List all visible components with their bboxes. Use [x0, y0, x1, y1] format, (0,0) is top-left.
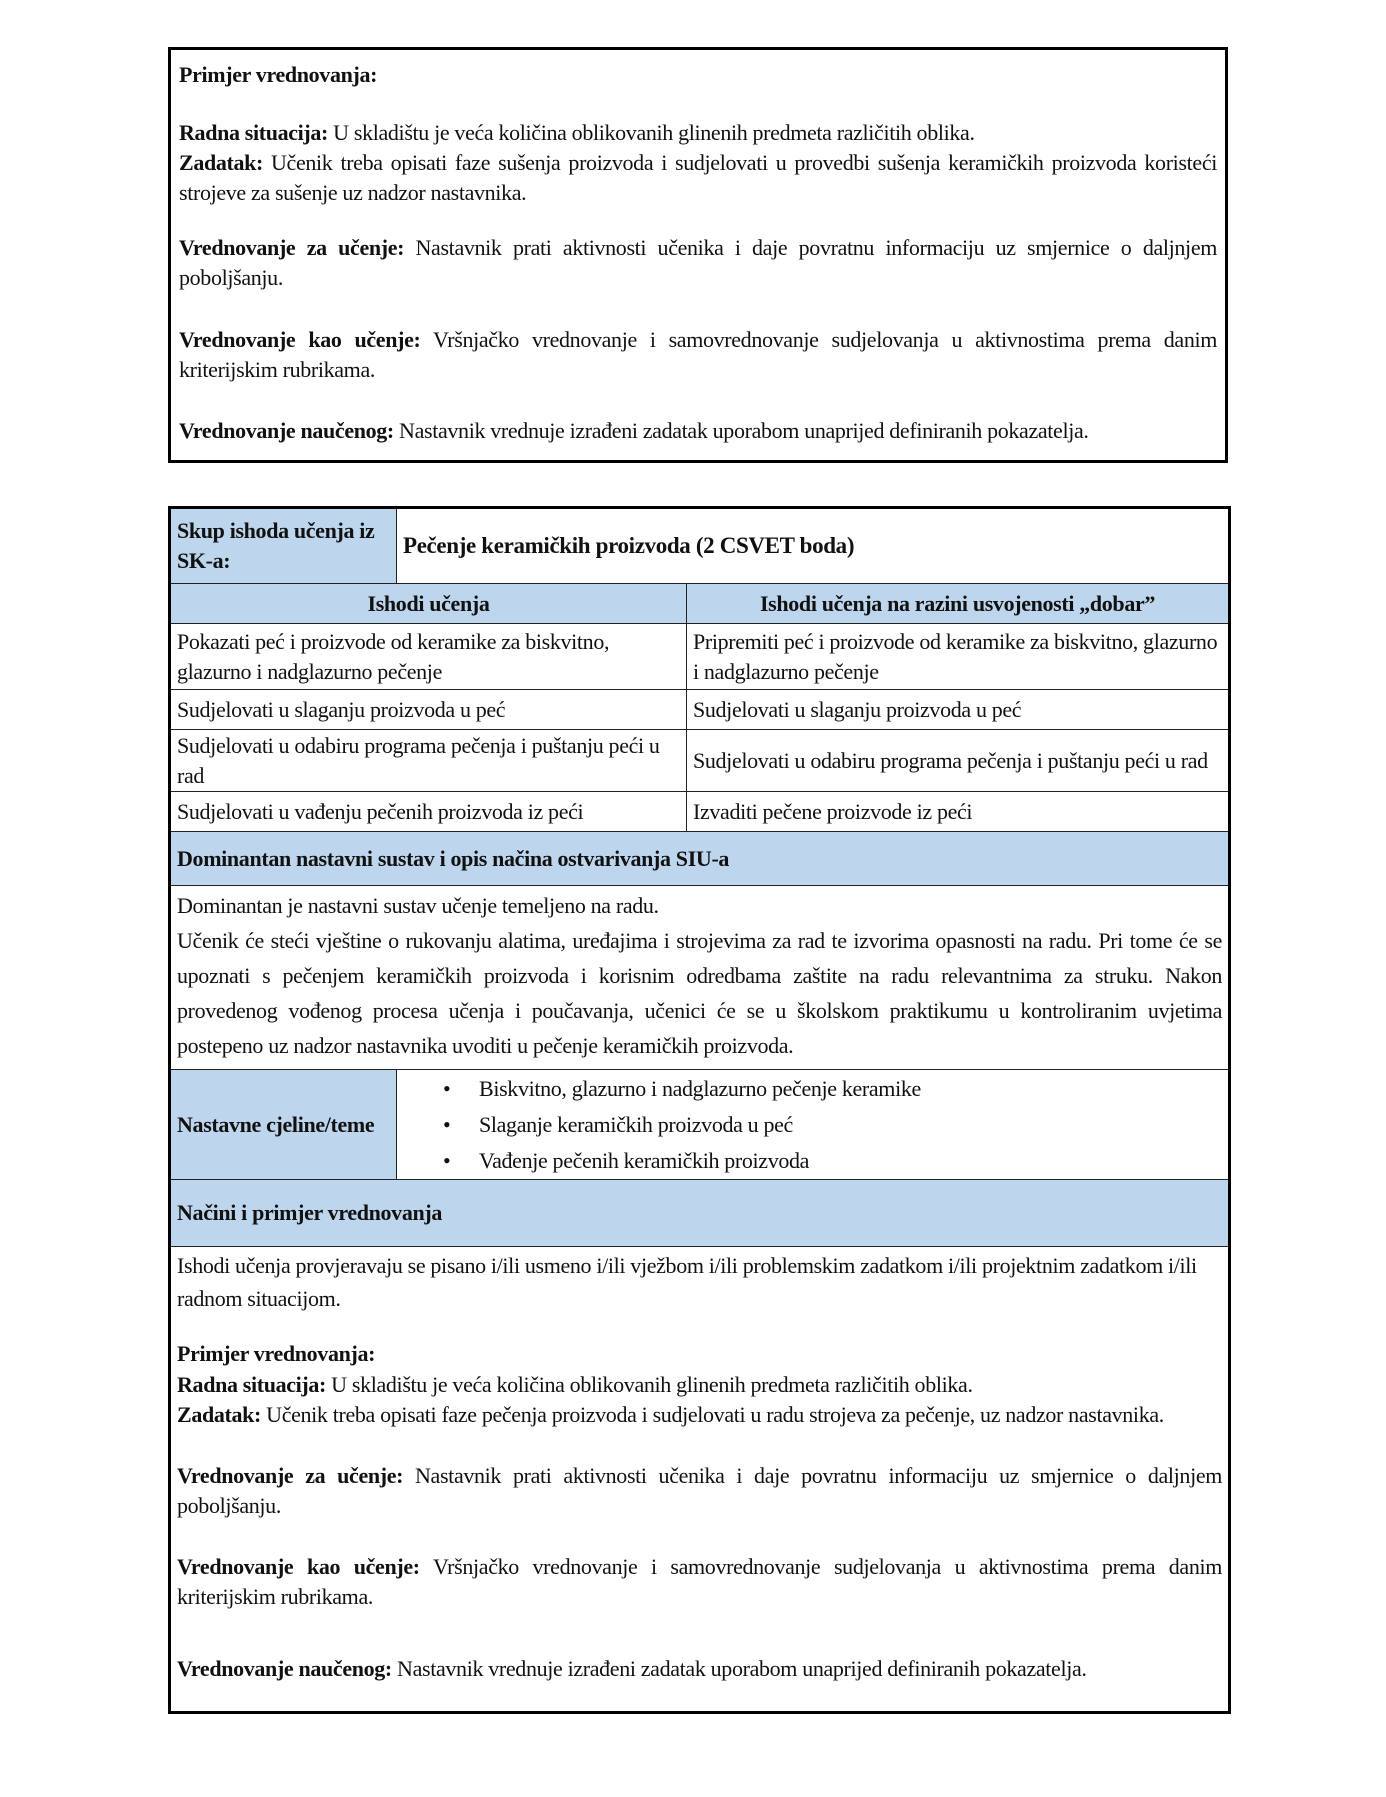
outcome-dobar-cell: Pripremiti peć i proizvode od keramike za biskvitno, glazurno i nadglazurno pečenje [687, 624, 1230, 690]
vrednovanje-za-ucenje-text: Nastavnik prati aktivnosti učenika i daje povratnu informaciju uz smjernice o daljnjem poboljšanju. [179, 235, 1218, 290]
topic-item: • Slaganje keramičkih proizvoda u peć [443, 1107, 1222, 1143]
dominantan-intro: Dominantan je nastavni sustav učenje temeljeno na radu. [177, 893, 659, 918]
primjer-title: Primjer vrednovanja: [177, 1341, 376, 1366]
outcome-row [170, 730, 1230, 792]
nastavne-topics-list [403, 1071, 1222, 1179]
outcome-dobar-cell: Izvaditi pečene proizvode iz peći [687, 792, 1230, 832]
sk-label: Skup ishoda učenja iz SK-a: [177, 518, 375, 573]
vrednovanje-naucenog-paragraph [177, 1654, 1222, 1684]
nastavne-row [170, 1070, 1230, 1180]
outcome-dobar-cell: Sudjelovati u slaganju proizvoda u peć [687, 690, 1230, 730]
sk-row [170, 508, 1230, 584]
radna-situacija-paragraph [177, 1370, 1222, 1400]
vrednovanje-naucenog-label: Vrednovanje naučenog: [177, 1656, 392, 1681]
outcome-row [170, 792, 1230, 832]
vrednovanje-kao-ucenje-text: Vršnjačko vrednovanje i samovrednovanje sudjelovanja u aktivnostima prema danim kriterijskim rubrikama. [177, 1554, 1222, 1609]
nacini-header: Načini i primjer vrednovanja [170, 1180, 1230, 1247]
vrednovanje-za-ucenje-label: Vrednovanje za učenje: [177, 1463, 404, 1488]
zadatak-paragraph [177, 1400, 1222, 1430]
vrednovanje-za-ucenje-paragraph [179, 233, 1217, 293]
vrednovanje-naucenog-label: Vrednovanje naučenog: [179, 418, 394, 443]
vrednovanje-za-ucenje-text: Nastavnik prati aktivnosti učenika i daje povratnu informaciju uz smjernice o daljnjem poboljšanju. [177, 1463, 1223, 1518]
vrednovanje-za-ucenje-paragraph [177, 1461, 1222, 1521]
zadatak-label: Zadatak: [179, 150, 263, 175]
nacini-body-row [170, 1247, 1230, 1713]
outcome-dobar-cell: Sudjelovati u odabiru programa pečenja i puštanju peći u rad [687, 730, 1230, 792]
zadatak-paragraph [179, 148, 1217, 208]
nastavne-label-cell [170, 1070, 397, 1180]
dominantan-body-cell [170, 886, 1230, 1070]
vrednovanje-za-ucenje-label: Vrednovanje za učenje: [179, 235, 405, 260]
dominantan-header: Dominantan nastavni sustav i opis načina ostvarivanja SIU-a [170, 832, 1230, 886]
nastavne-label: Nastavne cjeline/teme [177, 1111, 375, 1137]
radna-situacija-label: Radna situacija: [179, 120, 329, 145]
vrednovanje-naucenog-text: Nastavnik vrednuje izrađeni zadatak uporabom unaprijed definiranih pokazatelja. [391, 1656, 1087, 1681]
vrednovanje-kao-ucenje-text: Vršnjačko vrednovanje i samovrednovanje sudjelovanja u aktivnostima prema danim kriterijskim rubrikama. [179, 327, 1217, 382]
nastavne-items-cell [397, 1070, 1230, 1180]
outcome-cell: Pokazati peć i proizvode od keramike za biskvitno, glazurno i nadglazurno pečenje [170, 624, 687, 690]
topic-item: • Vađenje pečenih keramičkih proizvoda [443, 1143, 1222, 1179]
column-header-row [170, 584, 1230, 624]
evaluation-example-box [168, 47, 1228, 463]
radna-situacija-label: Radna situacija: [177, 1372, 327, 1397]
nacini-header-row [170, 1180, 1230, 1247]
column-header-outcomes-dobar: Ishodi učenja na razini usvojenosti „dobar” [687, 584, 1230, 624]
column-header-outcomes: Ishodi učenja [170, 584, 687, 624]
sk-value: Pečenje keramičkih proizvoda (2 CSVET boda) [403, 533, 855, 558]
vrednovanje-naucenog-paragraph [179, 416, 1217, 446]
radna-situacija-paragraph [179, 118, 1217, 148]
vrednovanje-kao-ucenje-paragraph [177, 1552, 1222, 1612]
outcome-cell: Sudjelovati u slaganju proizvoda u peć [170, 690, 687, 730]
outcome-row [170, 624, 1230, 690]
zadatak-label: Zadatak: [177, 1402, 261, 1427]
radna-situacija-text: U skladištu je veća količina oblikovanih glinenih predmeta različitih oblika. [328, 120, 975, 145]
dominantan-header-row [170, 832, 1230, 886]
nacini-intro: Ishodi učenja provjeravaju se pisano i/ili usmeno i/ili vježbom i/ili problemskim zadatkom i/ili projektnim zadatkom i/ili radnom situacijom. [177, 1253, 1197, 1311]
dominantan-description: Učenik će steći vještine o rukovanju alatima, uređajima i strojevima za rad te izvorima opasnosti na radu. Pri tome će se upoznati s pečenjem keramičkih proizvoda i korisnim odredbama zaštite na radu relevantnima za struku. Nakon provedenog vođenog procesa učenja i poučavanja, učenici će se u školskom praktikumu u kontroliranim uvjetima postepeno uz nadzor nastavnika uvoditi u pečenje keramičkih proizvoda. [177, 928, 1223, 1058]
sk-value-cell [397, 508, 1230, 584]
outcome-cell: Sudjelovati u odabiru programa pečenja i puštanju peći u rad [170, 730, 687, 792]
sk-label-cell [170, 508, 397, 584]
topic-item: • Biskvitno, glazurno i nadglazurno pečenje keramike [443, 1071, 1222, 1107]
dominantan-body-row [170, 886, 1230, 1070]
zadatak-text: Učenik treba opisati faze pečenja proizvoda i sudjelovati u radu strojeva za pečenje, uz nadzor nastavnika. [261, 1402, 1164, 1427]
outcome-cell: Sudjelovati u vađenju pečenih proizvoda iz peći [170, 792, 687, 832]
box-title: Primjer vrednovanja: [179, 62, 378, 87]
radna-situacija-text: U skladištu je veća količina oblikovanih glinenih predmeta različitih oblika. [326, 1372, 973, 1397]
vrednovanje-kao-ucenje-paragraph [179, 325, 1217, 385]
vrednovanje-kao-ucenje-label: Vrednovanje kao učenje: [177, 1554, 420, 1579]
vrednovanje-naucenog-text: Nastavnik vrednuje izrađeni zadatak uporabom unaprijed definiranih pokazatelja. [393, 418, 1089, 443]
learning-outcomes-table [168, 506, 1231, 1714]
zadatak-text: Učenik treba opisati faze sušenja proizvoda i sudjelovati u provedbi sušenja keramičkih proizvoda koristeći strojeve za sušenje uz nadzor nastavnika. [179, 150, 1217, 205]
nacini-body-cell [170, 1247, 1230, 1713]
vrednovanje-kao-ucenje-label: Vrednovanje kao učenje: [179, 327, 421, 352]
outcome-row [170, 690, 1230, 730]
